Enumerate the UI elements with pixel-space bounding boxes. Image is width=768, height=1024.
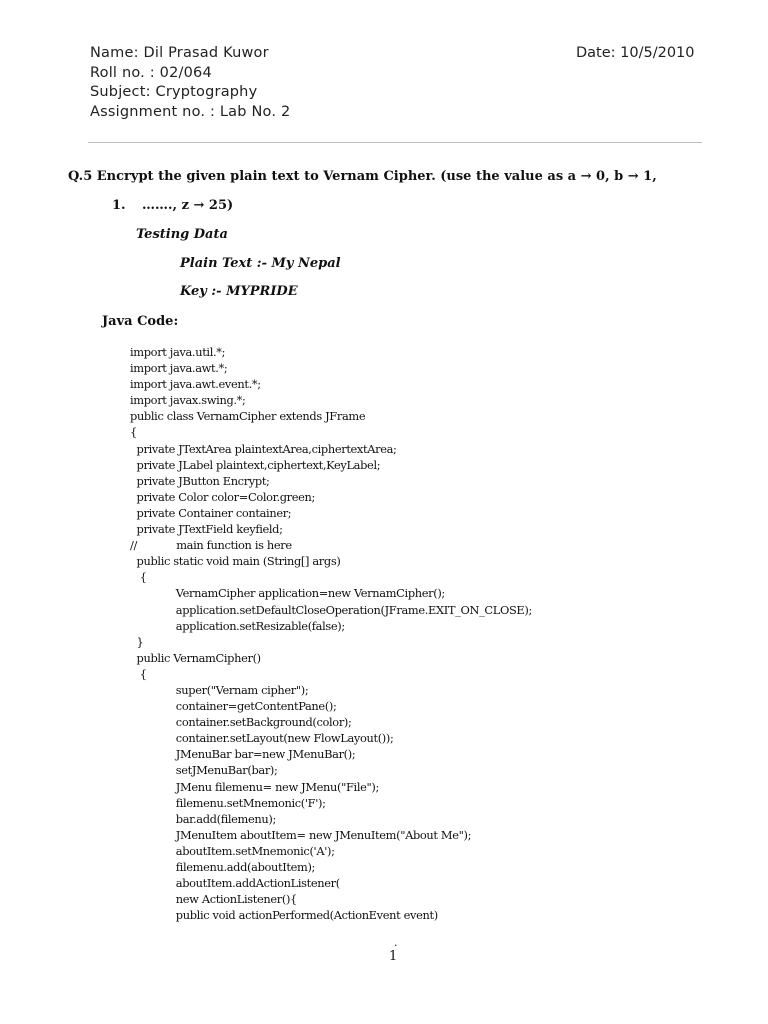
code-line: public class VernamCipher extends JFrame — [130, 409, 366, 424]
code-line: container=getContentPane(); — [130, 699, 337, 714]
code-line: { — [130, 666, 147, 681]
code-line: import java.awt.*; — [130, 361, 228, 376]
java-code-heading: Java Code: — [102, 314, 179, 329]
page-dot: . — [394, 936, 398, 949]
key-value: Key :- MYPRIDE — [180, 284, 298, 299]
code-line: application.setResizable(false); — [130, 618, 345, 633]
code-line: } — [130, 634, 144, 649]
code-line: private JLabel plaintext,ciphertext,KeyLabel; — [130, 457, 381, 472]
code-line: JMenuBar bar=new JMenuBar(); — [130, 747, 356, 762]
code-line: private JTextArea plaintextArea,ciphertextArea; — [130, 441, 397, 456]
code-line: import java.awt.event.*; — [130, 377, 261, 392]
code-line: aboutItem.addActionListener( — [130, 876, 340, 891]
code-line: bar.add(filemenu); — [130, 811, 276, 826]
code-line: public static void main (String[] args) — [130, 554, 341, 569]
code-line: new ActionListener(){ — [130, 892, 297, 907]
code-block — [130, 344, 532, 923]
code-line: VernamCipher application=new VernamCipher(); — [130, 586, 445, 601]
code-line: filemenu.add(aboutItem); — [130, 860, 316, 874]
page-number: 1 — [389, 949, 398, 964]
header-divider — [88, 142, 702, 143]
code-line: aboutItem.setMnemonic('A'); — [130, 843, 335, 858]
code-line: private JTextField keyfield; — [130, 522, 283, 537]
date: Date: 10/5/2010 — [576, 45, 695, 61]
code-line: { — [130, 425, 137, 440]
code-line: container.setLayout(new FlowLayout()); — [130, 731, 394, 746]
code-line: public void actionPerformed(ActionEvent event) — [130, 908, 438, 923]
code-line: JMenuItem aboutItem= new JMenuItem("About Me"); — [130, 827, 472, 842]
code-line: import java.util.*; — [130, 345, 226, 359]
code-line: private Color color=Color.green; — [130, 489, 316, 504]
subject: Subject: Cryptography — [90, 84, 258, 100]
question-text: Q.5 Encrypt the given plain text to Vernam Cipher. (use the value as a → 0, b → 1, — [68, 169, 657, 184]
code-line: private Container container; — [130, 505, 292, 520]
code-line: container.setBackground(color); — [130, 715, 352, 730]
plain-text-value: Plain Text :- My Nepal — [180, 256, 341, 271]
code-line: setJMenuBar(bar); — [130, 763, 278, 778]
code-line: super("Vernam cipher"); — [130, 682, 309, 697]
code-line: { — [130, 570, 147, 585]
list-text: ……., z → 25) — [142, 198, 234, 213]
list-number: 1. — [112, 198, 126, 213]
code-line: // main function is here — [130, 538, 292, 553]
code-line: public VernamCipher() — [130, 650, 261, 665]
code-line: application.setDefaultCloseOperation(JFrame.EXIT_ON_CLOSE); — [130, 602, 532, 617]
student-name: Name: Dil Prasad Kuwor — [90, 45, 269, 61]
code-line: filemenu.setMnemonic('F'); — [130, 795, 326, 810]
assignment-number: Assignment no. : Lab No. 2 — [90, 103, 291, 120]
roll-number: Roll no. : 02/064 — [90, 64, 212, 81]
student-info-block — [90, 44, 290, 122]
list-item — [112, 198, 233, 213]
code-line: import javax.swing.*; — [130, 393, 246, 408]
testing-data-heading: Testing Data — [136, 227, 228, 242]
code-line: private JButton Encrypt; — [130, 473, 270, 488]
code-line: JMenu filemenu= new JMenu("File"); — [130, 779, 380, 794]
